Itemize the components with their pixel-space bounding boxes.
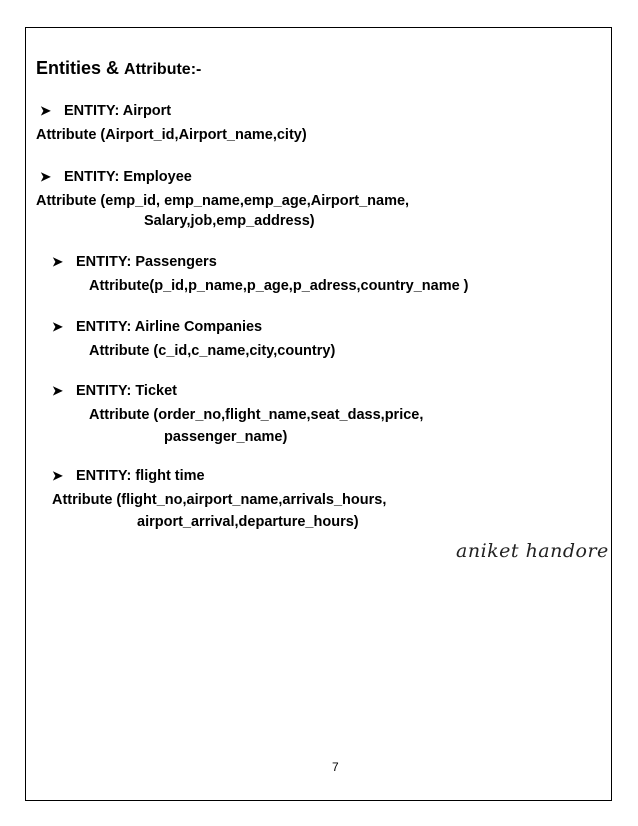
entity-attribute-flight-time-line2: airport_arrival,departure_hours): [137, 514, 359, 530]
page-number: 7: [332, 760, 339, 774]
entity-title-employee: [40, 169, 192, 185]
entity-attribute-passengers: Attribute(p_id,p_name,p_age,p_adress,country_name ): [89, 278, 469, 294]
heading-part2: Attribute:-: [124, 61, 202, 78]
entity-attribute-employee-line1: Attribute (emp_id, emp_name,emp_age,Airport_name,: [36, 193, 410, 209]
entity-title-airport: [40, 103, 171, 119]
entity-title-text: ENTITY: Airport: [64, 103, 172, 119]
entity-title-text: ENTITY: Employee: [64, 169, 192, 185]
handwritten-signature: aniket handore: [456, 540, 609, 562]
arrowhead-bullet-icon: ➤: [40, 169, 51, 184]
entity-title-flight-time: [52, 468, 205, 484]
entity-attribute-airport: Attribute (Airport_id,Airport_name,city): [36, 127, 307, 143]
entity-attribute-ticket-line1: Attribute (order_no,flight_name,seat_dass,price,: [89, 407, 424, 423]
entity-title-text: ENTITY: flight time: [76, 468, 205, 484]
entity-attribute-employee-line2: Salary,job,emp_address): [144, 213, 315, 229]
entity-attribute-ticket-line2: passenger_name): [164, 429, 288, 445]
arrowhead-bullet-icon: ➤: [52, 319, 63, 334]
heading-part1: Entities &: [36, 58, 120, 78]
entity-title-ticket: [52, 383, 177, 399]
page-heading: [36, 58, 201, 79]
entity-title-passengers: [52, 254, 217, 270]
entity-title-text: ENTITY: Ticket: [76, 383, 177, 399]
arrowhead-bullet-icon: ➤: [52, 468, 63, 483]
arrowhead-bullet-icon: ➤: [52, 254, 63, 269]
entity-title-text: ENTITY: Passengers: [76, 254, 217, 270]
entity-attribute-airline-companies: Attribute (c_id,c_name,city,country): [89, 343, 336, 359]
arrowhead-bullet-icon: ➤: [40, 103, 51, 118]
entity-attribute-flight-time-line1: Attribute (flight_no,airport_name,arrivals_hours,: [52, 492, 387, 508]
arrowhead-bullet-icon: ➤: [52, 383, 63, 398]
entity-title-airline-companies: [52, 319, 262, 335]
entity-title-text: ENTITY: Airline Companies: [76, 319, 263, 335]
